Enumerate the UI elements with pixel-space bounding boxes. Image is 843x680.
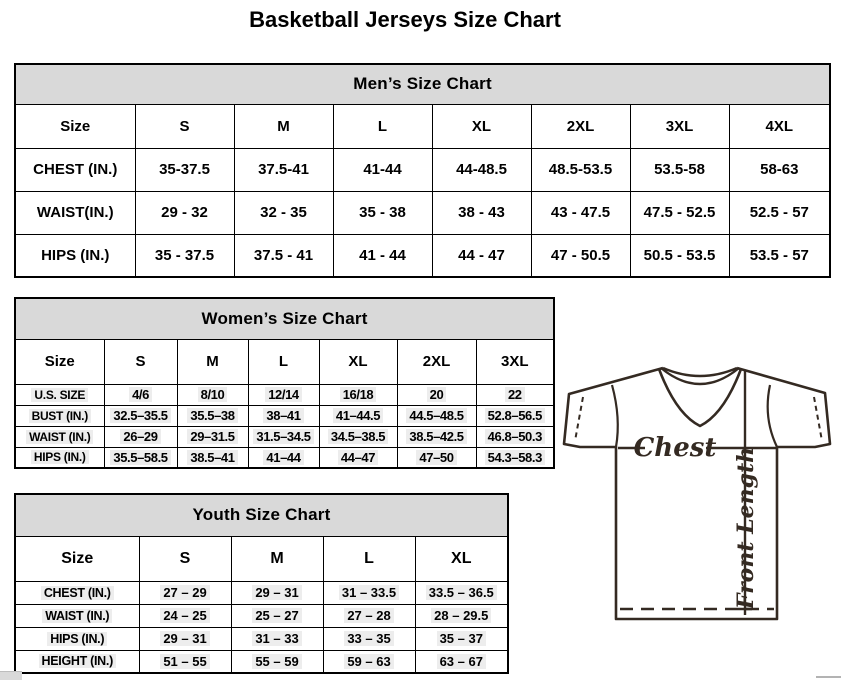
value-cell <box>104 426 177 447</box>
value-cell <box>177 384 248 405</box>
row-label <box>15 426 104 447</box>
value-cell <box>319 405 397 426</box>
column-header: XL <box>432 104 531 148</box>
column-header-row <box>15 536 508 581</box>
value-cell <box>248 426 319 447</box>
value-cell-text: 4/6 <box>129 387 152 402</box>
value-cell <box>415 627 508 650</box>
row-label: HIPS (IN.) <box>15 234 135 277</box>
value-cell <box>177 426 248 447</box>
table-title: Women’s Size Chart <box>15 298 554 339</box>
row-label-text: CHEST (IN.) <box>41 586 114 600</box>
value-cell: 53.5-58 <box>630 148 729 191</box>
column-header: Size <box>15 104 135 148</box>
value-cell: 35 - 37.5 <box>135 234 234 277</box>
cropped-ui-fragment-right <box>816 676 841 678</box>
row-label <box>15 650 139 673</box>
value-cell <box>476 447 554 468</box>
column-header: L <box>323 536 415 581</box>
value-cell-text: 8/10 <box>198 387 228 402</box>
value-cell-text: 35.5–58.5 <box>110 450 170 465</box>
value-cell <box>319 447 397 468</box>
row-label <box>15 581 139 604</box>
value-cell-text: 38.5–42.5 <box>406 429 466 444</box>
row-label <box>15 627 139 650</box>
column-header-row <box>15 339 554 384</box>
row-label-text: HEIGHT (IN.) <box>39 654 116 668</box>
value-cell: 47 - 50.5 <box>531 234 630 277</box>
value-cell-text: 55 – 59 <box>252 654 301 669</box>
row-label <box>15 405 104 426</box>
row-label <box>15 447 104 468</box>
table-row <box>15 581 508 604</box>
row-label-text: HIPS (IN.) <box>47 632 107 646</box>
value-cell <box>177 405 248 426</box>
column-header: S <box>135 104 234 148</box>
table-title: Youth Size Chart <box>15 494 508 536</box>
collar-icon <box>661 368 739 384</box>
value-cell-text: 24 – 25 <box>160 608 209 623</box>
value-cell <box>476 426 554 447</box>
value-cell: 43 - 47.5 <box>531 191 630 234</box>
column-header: 3XL <box>476 339 554 384</box>
value-cell-text: 52.8–56.5 <box>485 408 545 423</box>
column-header: M <box>231 536 323 581</box>
table-row <box>15 384 554 405</box>
jersey-outline-shape <box>564 368 830 619</box>
value-cell-text: 29 – 31 <box>160 631 209 646</box>
column-header: L <box>248 339 319 384</box>
left-armhole-seam <box>612 385 618 447</box>
value-cell <box>104 384 177 405</box>
mens-size-table <box>14 63 831 278</box>
column-header: M <box>177 339 248 384</box>
value-cell: 38 - 43 <box>432 191 531 234</box>
value-cell-text: 46.8–50.3 <box>485 429 545 444</box>
value-cell <box>323 627 415 650</box>
row-label-text: U.S. SIZE <box>31 388 88 402</box>
value-cell-text: 33.5 – 36.5 <box>426 585 497 600</box>
value-cell-text: 63 – 67 <box>437 654 486 669</box>
value-cell <box>323 581 415 604</box>
value-cell-text: 59 – 63 <box>344 654 393 669</box>
value-cell-text: 31 – 33.5 <box>339 585 399 600</box>
table-row <box>15 426 554 447</box>
table-title-row <box>15 298 554 339</box>
table-row <box>15 234 830 277</box>
womens-size-table <box>14 297 555 469</box>
value-cell-text: 28 – 29.5 <box>431 608 491 623</box>
value-cell-text: 26–29 <box>120 429 160 444</box>
row-label <box>15 384 104 405</box>
value-cell: 44 - 47 <box>432 234 531 277</box>
column-header: Size <box>15 536 139 581</box>
value-cell-text: 27 – 28 <box>344 608 393 623</box>
column-header: M <box>234 104 333 148</box>
value-cell-text: 34.5–38.5 <box>328 429 388 444</box>
value-cell-text: 31 – 33 <box>252 631 301 646</box>
value-cell-text: 16/18 <box>340 387 377 402</box>
value-cell-text: 33 – 35 <box>344 631 393 646</box>
value-cell <box>476 384 554 405</box>
value-cell: 37.5-41 <box>234 148 333 191</box>
value-cell: 29 - 32 <box>135 191 234 234</box>
value-cell: 41 - 44 <box>333 234 432 277</box>
right-armhole-seam <box>768 385 777 447</box>
value-cell-text: 44–47 <box>338 450 378 465</box>
row-label-text: HIPS (IN.) <box>31 450 89 464</box>
value-cell-text: 44.5–48.5 <box>406 408 466 423</box>
value-cell-text: 47–50 <box>416 450 456 465</box>
value-cell: 37.5 - 41 <box>234 234 333 277</box>
value-cell <box>231 581 323 604</box>
value-cell <box>415 581 508 604</box>
value-cell: 35-37.5 <box>135 148 234 191</box>
column-header-row <box>15 104 830 148</box>
table-row <box>15 148 830 191</box>
jersey-measurement-diagram <box>556 362 834 626</box>
value-cell <box>397 405 476 426</box>
table-row <box>15 191 830 234</box>
value-cell-text: 41–44 <box>263 450 303 465</box>
value-cell-text: 12/14 <box>265 387 302 402</box>
table-row <box>15 604 508 627</box>
value-cell-text: 54.3–58.3 <box>485 450 545 465</box>
right-cuff-dashed-line <box>814 397 822 441</box>
value-cell: 35 - 38 <box>333 191 432 234</box>
value-cell <box>231 627 323 650</box>
value-cell-text: 29 – 31 <box>252 585 301 600</box>
value-cell <box>139 650 231 673</box>
row-label-text: WAIST (IN.) <box>42 609 112 623</box>
value-cell <box>139 627 231 650</box>
value-cell <box>248 447 319 468</box>
value-cell <box>415 650 508 673</box>
value-cell <box>397 426 476 447</box>
value-cell-text: 35.5–38 <box>187 408 237 423</box>
value-cell <box>104 447 177 468</box>
value-cell <box>476 405 554 426</box>
table-row <box>15 447 554 468</box>
column-header: 2XL <box>397 339 476 384</box>
value-cell-text: 32.5–35.5 <box>110 408 170 423</box>
column-header: L <box>333 104 432 148</box>
row-label: WAIST(IN.) <box>15 191 135 234</box>
column-header: 2XL <box>531 104 630 148</box>
vneck-outline <box>659 369 741 426</box>
value-cell <box>248 405 319 426</box>
table-title-row <box>15 494 508 536</box>
front-length-label: Front Length <box>733 446 759 610</box>
value-cell <box>177 447 248 468</box>
value-cell-text: 41–44.5 <box>333 408 383 423</box>
value-cell <box>319 426 397 447</box>
table-row <box>15 405 554 426</box>
value-cell <box>248 384 319 405</box>
column-header: XL <box>319 339 397 384</box>
table-title: Men’s Size Chart <box>15 64 830 104</box>
page-title: Basketball Jerseys Size Chart <box>249 7 561 32</box>
table-title-row <box>15 64 830 104</box>
value-cell <box>319 384 397 405</box>
value-cell: 50.5 - 53.5 <box>630 234 729 277</box>
row-label-text: WAIST (IN.) <box>26 430 93 444</box>
value-cell-text: 38–41 <box>263 408 303 423</box>
column-header: S <box>139 536 231 581</box>
value-cell: 44-48.5 <box>432 148 531 191</box>
column-header: Size <box>15 339 104 384</box>
chest-label: Chest <box>633 433 717 463</box>
value-cell <box>397 384 476 405</box>
value-cell <box>139 604 231 627</box>
value-cell <box>397 447 476 468</box>
column-header: S <box>104 339 177 384</box>
value-cell: 48.5-53.5 <box>531 148 630 191</box>
table-row <box>15 650 508 673</box>
value-cell: 52.5 - 57 <box>729 191 830 234</box>
youth-size-table <box>14 493 509 674</box>
column-header: XL <box>415 536 508 581</box>
value-cell: 41-44 <box>333 148 432 191</box>
value-cell <box>323 650 415 673</box>
value-cell-text: 51 – 55 <box>160 654 209 669</box>
value-cell-text: 31.5–34.5 <box>253 429 313 444</box>
column-header: 4XL <box>729 104 830 148</box>
column-header: 3XL <box>630 104 729 148</box>
value-cell-text: 38.5–41 <box>187 450 237 465</box>
value-cell <box>231 604 323 627</box>
value-cell: 53.5 - 57 <box>729 234 830 277</box>
value-cell-text: 20 <box>427 387 447 402</box>
table-row <box>15 627 508 650</box>
value-cell-text: 22 <box>505 387 525 402</box>
value-cell-text: 29–31.5 <box>187 429 237 444</box>
row-label <box>15 604 139 627</box>
value-cell-text: 27 – 29 <box>160 585 209 600</box>
value-cell: 47.5 - 52.5 <box>630 191 729 234</box>
row-label: CHEST (IN.) <box>15 148 135 191</box>
value-cell: 32 - 35 <box>234 191 333 234</box>
value-cell-text: 35 – 37 <box>437 631 486 646</box>
value-cell <box>231 650 323 673</box>
value-cell <box>415 604 508 627</box>
value-cell <box>323 604 415 627</box>
row-label-text: BUST (IN.) <box>29 409 91 423</box>
value-cell-text: 25 – 27 <box>252 608 301 623</box>
left-cuff-dashed-line <box>575 397 583 441</box>
value-cell <box>139 581 231 604</box>
value-cell <box>104 405 177 426</box>
value-cell: 58-63 <box>729 148 830 191</box>
